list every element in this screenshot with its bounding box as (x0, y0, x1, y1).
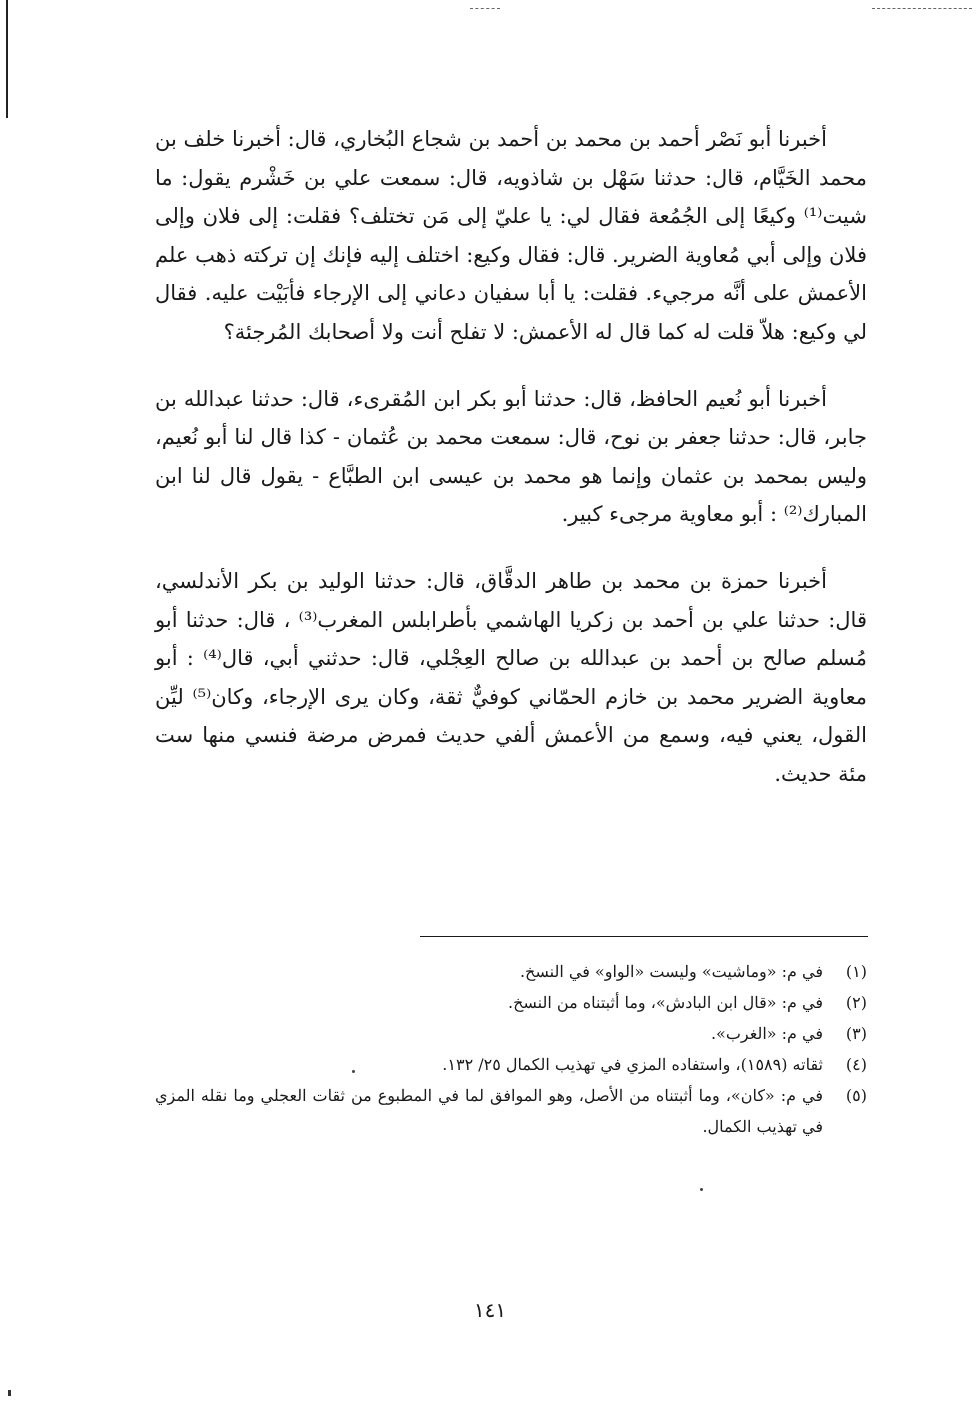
footnote (155, 1049, 867, 1080)
footnote-number: (١) (845, 962, 867, 981)
paragraph: أخبرنا أبو نُعيم الحافظ، قال: حدثنا أبو بكر ابن المُقرىء، قال: حدثنا عبدالله بن جابر، قال: حدثنا جعفر بن نوح، قال: سمعت محمد بن عُثمان - كذا قال لنا أبو نُعيم، وليس بمحمد بن عثمان وإنما هو محمد بن عيسى ابن الطبَّاع - يقول قال لنا ابن المبارك⁽²⁾ : أبو معاوية مرجىء كبير. (155, 386, 867, 527)
paragraph: أخبرنا أبو نَصْر أحمد بن محمد بن أحمد بن شجاع البُخاري، قال: أخبرنا خلف بن محمد الخَيَّام، قال: حدثنا سَهْل بن شاذويه، قال: سمعت علي بن خَشْرم يقول: ما شيت⁽¹⁾ وكيعًا إلى الجُمُعة فقال لي: يا عليّ إلى مَن تختلف؟ فقلت: إلى فلان وإلى فلان وإلى أبي مُعاوية الضرير. قال: فقال وكيع: اختلف إليه فإنك إن تركته ذهب علم الأعمش على أنَّه مرجيء. فقلت: يا أبا سفيان دعاني إلى الإرجاء فأبَيْت عليه. فقال لي وكيع: هلاّ قلت له كما قال له الأعمش: لا تفلح أنت ولا أصحابك المُرجئة؟ (155, 127, 867, 344)
scan-artifact (8, 1390, 11, 1396)
footnote-number: (٣) (845, 1024, 867, 1043)
scan-edge-line (6, 0, 8, 118)
footnote-number: (٥) (845, 1086, 867, 1105)
footnote (155, 987, 867, 1018)
scan-artifact (700, 1188, 703, 1191)
footnote (155, 1080, 867, 1142)
footnote-text: في م: «وماشيت» وليست «الواو» في النسخ. (519, 962, 823, 981)
footnote-number: (٢) (845, 993, 867, 1012)
footnotes (155, 956, 867, 1142)
paragraph: أخبرنا حمزة بن محمد بن طاهر الدقَّاق، قال: حدثنا الوليد بن بكر الأندلسي، قال: حدثنا علي بن أحمد بن زكريا الهاشمي بأطرابلس المغرب⁽³⁾ ، قال: حدثنا أبو مُسلم صالح بن أحمد بن عبدالله بن صالح العِجْلي، قال: حدثني أبي، قال⁽⁴⁾ : أبو معاوية الضرير محمد بن خازم الحمّاني كوفيٌّ ثقة، وكان يرى الإرجاء، وكان⁽⁵⁾ ليِّن القول، يعني فيه، وسمع من الأعمش ألفي حديث فمرض مرضة فنسي منها ست مئة حديث. (155, 568, 867, 786)
footnote-separator (420, 936, 868, 937)
footnote (155, 956, 867, 987)
footnote-text: في م: «الغرب». (710, 1024, 823, 1043)
page-number: ١٤١ (473, 1298, 507, 1322)
footnote-text: في م: «قال ابن البادش»، وما أثبتناه من النسخ. (507, 993, 823, 1012)
footnote-text: ثقاته (١٥٨٩)، واستفاده المزي في تهذيب الكمال ٢٥/ ١٣٢. (442, 1055, 823, 1074)
footnote (155, 1018, 867, 1049)
footnote-text: في م: «كان»، وما أثبتناه من الأصل، وهو الموافق لما في المطبوع من ثقات العجلي وما نقله المزي في تهذيب الكمال. (155, 1086, 823, 1136)
scan-top-mark (470, 8, 500, 10)
footnote-number: (٤) (845, 1055, 867, 1074)
main-text (155, 120, 867, 794)
scan-top-mark (872, 8, 972, 10)
